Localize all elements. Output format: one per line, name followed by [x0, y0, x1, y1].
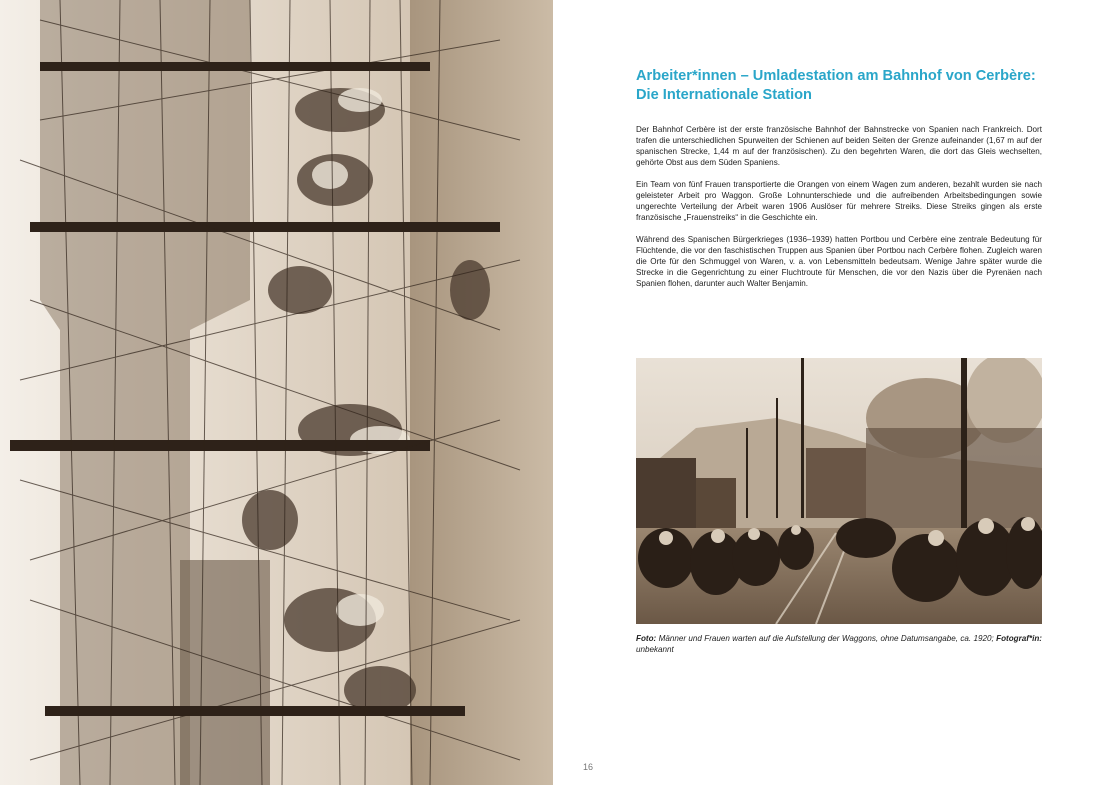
title-line-2: Die Internationale Station	[636, 87, 812, 103]
body-text	[636, 124, 1042, 300]
train-station-photograph	[636, 358, 1042, 624]
caption-label-photographer: Fotograf*in:	[996, 634, 1042, 643]
photo-caption	[636, 633, 1042, 655]
right-page	[553, 0, 1120, 785]
caption-text-photo: Männer und Frauen warten auf die Aufstellung der Waggons, ohne Datumsangabe, ca. 1920;	[656, 634, 997, 643]
page-title	[636, 67, 1056, 105]
title-line-1: Arbeiter*innen – Umladestation am Bahnhof von Cerbère:	[636, 68, 1036, 84]
paragraph-3: Während des Spanischen Bürgerkrieges (1936–1939) hatten Portbou und Cerbère eine zentrale Bedeutung für Flüchtende, die vor den faschistischen Truppen aus Spanien über Portbou nach Cerbère flohen. Zugleich waren die Orte für den Schmuggel von Waren, v. a. von Lebensmitteln bedeutsam. Wenige Jahre später wurde die Strecke in die Gegenrichtung zu einer Fluchtroute für Menschen, die vor den Nazis über die Pyrenäen nach Spanien flohen, darunter auch Walter Benjamin.	[636, 235, 1042, 288]
paragraph-1: Der Bahnhof Cerbère ist der erste französische Bahnhof der Bahnstrecke von Spanien nach Frankreich. Dort trafen die unterschiedlichen Spurweiten der Schienen auf beiden Seiten der Grenze aufeinander (1,67 m auf der spanischen Strecke, 1,44 m auf der französischen). Zu den begehrten Waren, die dort das Gleis wechselten, gehörte Obst aus dem Süden Spaniens.	[636, 125, 1042, 167]
historic-photo	[636, 358, 1042, 624]
left-page-photo	[0, 0, 553, 785]
caption-text-photographer: unbekannt	[636, 645, 674, 654]
paragraph-2: Ein Team von fünf Frauen transportierte die Orangen von einem Wagen zum anderen, bezahlt wurden sie nach geleisteter Arbeit pro Waggon. Große Lohnunterschiede und die aufreibenden Arbeitsbedingungen sowie ungerechte Verteilung der Arbeit waren 1906 Auslöser für mehrere Streiks. Diese Streiks gingen als erste französische „Frauenstreiks“ in die Geschichte ein.	[636, 180, 1042, 222]
caption-label-photo: Foto:	[636, 634, 657, 643]
sepia-photograph	[0, 0, 553, 785]
page-number: 16	[583, 762, 594, 772]
